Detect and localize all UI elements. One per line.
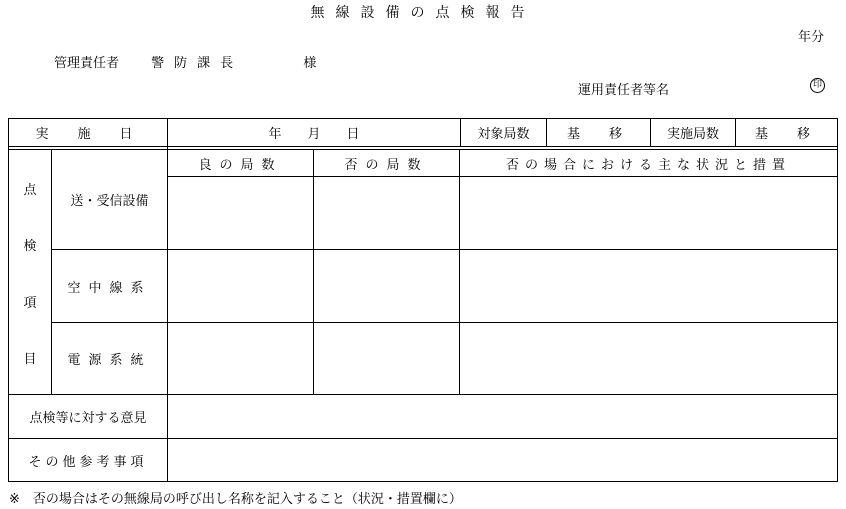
bad-count-cell[interactable] [314,177,459,249]
date-field[interactable]: 年 月 日 [268,127,360,142]
item-power: 電源系統 [67,353,152,368]
target-stations-label: 対象局数 [477,127,530,142]
addressee-line [54,52,316,71]
opinion-label: 点検等に対する意見 [29,411,147,426]
inspection-items-label: 点 検 項 目 [23,182,37,368]
good-count-cell[interactable] [168,177,313,249]
addressee-role: 警防課長 [151,56,244,71]
col-situation-measures: 否の場合における主な状況と措置 [505,157,791,173]
situation-cell[interactable] [460,177,837,249]
item-transmit-receive: 送・受信設備 [70,194,149,209]
col-good-count: 良の局数 [198,157,283,173]
footnote: ※ 否の場合はその無線局の呼び出し名称を記入すること（状況・措置欄に） [9,492,462,507]
operator-name-label: 運用責任者等名 [578,83,670,98]
col-bad-count: 否の局数 [344,157,429,173]
manager-label: 管理責任者 [54,56,120,71]
good-count-cell[interactable] [168,250,313,322]
seal-mark: 印 [810,78,825,93]
year-period-label: 年分 [797,30,824,45]
honorific: 様 [303,56,317,71]
other-notes-label: その他参考事項 [28,454,148,470]
document-title: 無線設備の点検報告 [310,5,536,21]
implemented-stations-label: 実施局数 [666,127,719,142]
bad-count-cell[interactable] [314,323,459,394]
bad-count-cell[interactable] [314,250,459,322]
good-count-cell[interactable] [168,323,313,394]
situation-cell[interactable] [460,323,837,394]
item-antenna: 空中線系 [67,280,152,296]
situation-cell[interactable] [460,250,837,322]
implemented-stations-field[interactable]: 基 移 [754,127,818,142]
other-notes-field[interactable] [168,439,837,481]
target-stations-field[interactable]: 基 移 [566,127,630,142]
implementation-date-label: 実 施 日 [35,127,141,142]
opinion-field[interactable] [168,395,837,438]
